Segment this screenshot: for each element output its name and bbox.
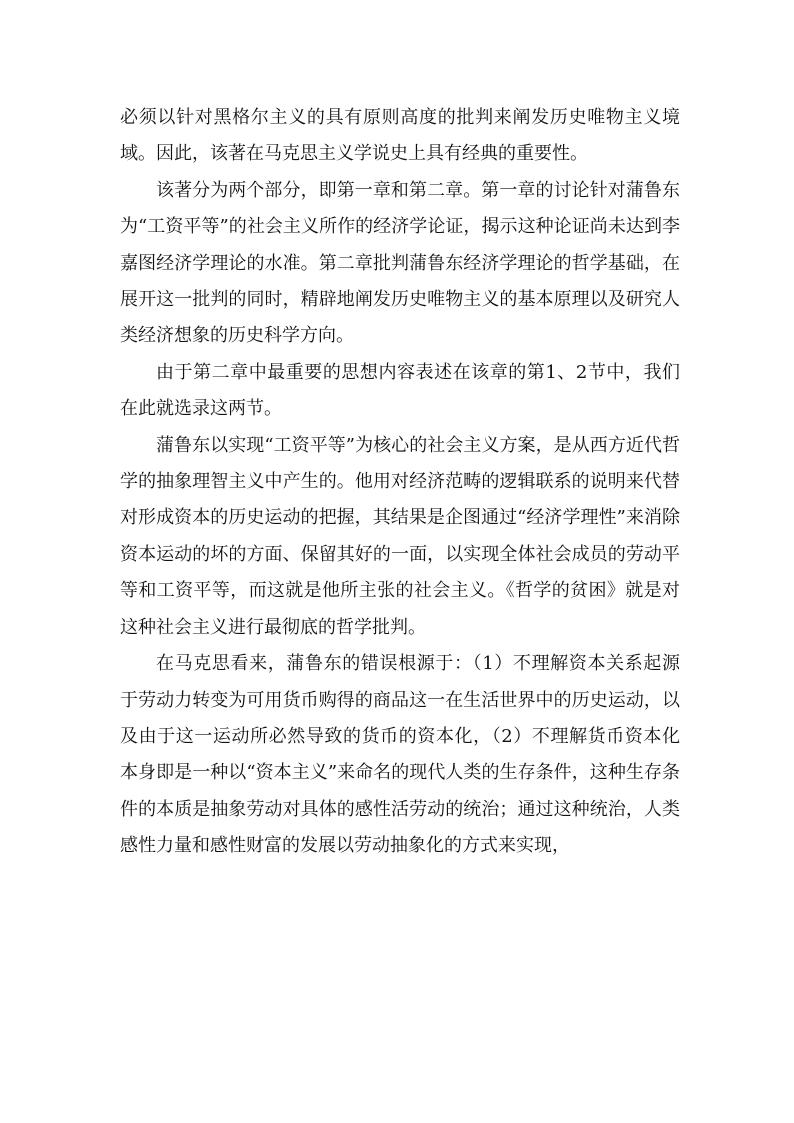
paragraph-3: 由于第二章中最重要的思想内容表述在该章的第1、2节中，我们在此就选录这两节。: [120, 361, 680, 420]
paragraph-4: 蒲鲁东以实现“工资平等”为核心的社会主义方案，是从西方近代哲学的抽象理智主义中产生的。他用对经济范畴的逻辑联系的说明来代替对形成资本的历史运动的把握，其结果是企图通过“经济学理性”来消除资本运动的坏的方面、保留其好的一面，以实现全体社会成员的劳动平等和工资平等，而这就是他所主张的社会主义。《哲学的贫困》就是对这种社会主义进行最彻底的哲学批判。: [120, 434, 680, 638]
paragraph-5: 在马克思看来，蒲鲁东的错误根源于：（1）不理解资本关系起源于劳动力转变为可用货币购得的商品这一在生活世界中的历史运动，以及由于这一运动所必然导致的货币的资本化，（2）不理解货币资本化本身即是一种以“资本主义”来命名的现代人类的生存条件，这种生存条件的本质是抽象劳动对具体的感性活劳动的统治；通过这种统治，人类感性力量和感性财富的发展以劳动抽象化的方式来实现，: [120, 653, 680, 857]
paragraph-2: 该著分为两个部分，即第一章和第二章。第一章的讨论针对蒲鲁东为“工资平等”的社会主义所作的经济学论证，揭示这种论证尚未达到李嘉图经济学理论的水准。第二章批判蒲鲁东经济学理论的哲学基础，在展开这一批判的同时，精辟地阐发历史唯物主义的基本原理以及研究人类经济想象的历史科学方向。: [120, 179, 680, 347]
paragraph-1: 必须以针对黑格尔主义的具有原则高度的批判来阐发历史唯物主义境域。因此，该著在马克思主义学说史上具有经典的重要性。: [120, 107, 680, 165]
document-body: [120, 100, 680, 865]
